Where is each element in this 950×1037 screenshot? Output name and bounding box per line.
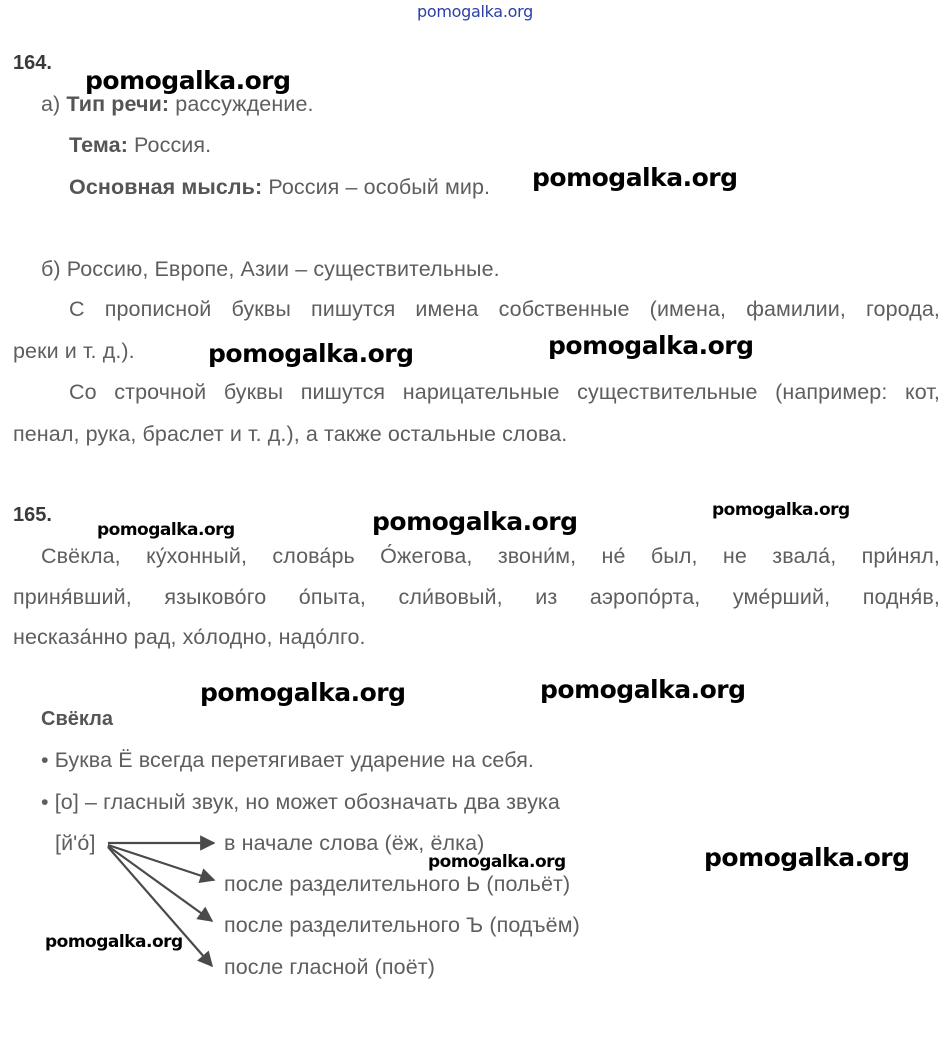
- exercise-number-165: 165.: [13, 504, 52, 526]
- stress-words-line-3: несказа́нно рад, хо́лодно, надо́лго.: [13, 625, 366, 649]
- stress-words-line-2: приня́вший, языково́го о́пыта, сли́вовый, из аэропо́рта, уме́рший, подня́в,: [13, 585, 940, 609]
- watermark-overlay: pomogalka.org: [540, 675, 746, 704]
- speech-type-value: рассуждение.: [169, 92, 314, 116]
- watermark-overlay: pomogalka.org: [45, 932, 183, 952]
- case-word-start: в начале слова (ёж, ёлка): [224, 831, 485, 855]
- theme-label: Тема:: [69, 133, 128, 157]
- item-b-line: б) Россию, Европе, Азии – существительные.: [41, 257, 500, 281]
- common-nouns-line-2: пенал, рука, браслет и т. д.), а также остальные слова.: [13, 422, 568, 446]
- watermark-overlay: pomogalka.org: [704, 843, 910, 872]
- site-watermark-top: pomogalka.org: [417, 2, 533, 21]
- speech-type-label: Тип речи:: [66, 92, 170, 116]
- subsection-title: Свёкла: [41, 708, 113, 730]
- arrow-to-case-3: [108, 846, 212, 921]
- watermark-overlay: pomogalka.org: [532, 163, 738, 192]
- watermark-overlay: pomogalka.org: [97, 520, 235, 540]
- main-idea-label: Основная мысль:: [69, 175, 263, 199]
- watermark-overlay: pomogalka.org: [200, 678, 406, 707]
- proper-nouns-line-1: С прописной буквы пишутся имена собственные (имена, фамилии, города,: [69, 297, 940, 321]
- item-a-prefix: а): [41, 92, 67, 116]
- case-after-soft-sign: после разделительного Ь (польёт): [224, 872, 571, 896]
- bullet-two-sounds: • [о] – гласный звук, но может обозначать два звука: [41, 790, 560, 814]
- sound-transcription: [й'о́]: [55, 831, 96, 855]
- case-after-hard-sign: после разделительного Ъ (подъём): [224, 913, 580, 937]
- proper-nouns-line-2: реки и т. д.).: [13, 339, 135, 363]
- common-nouns-line-1: Со строчной буквы пишутся нарицательные существительные (например: кот,: [69, 380, 940, 404]
- exercise-number-164: 164.: [13, 52, 52, 74]
- theme-value: Россия.: [127, 133, 212, 157]
- arrow-to-case-2: [108, 845, 214, 880]
- watermark-overlay: pomogalka.org: [208, 339, 414, 368]
- watermark-overlay: pomogalka.org: [428, 852, 566, 872]
- case-after-vowel: после гласной (поёт): [224, 955, 435, 979]
- bullet-yo-stress: • Буква Ё всегда перетягивает ударение на себя.: [41, 748, 535, 772]
- watermark-overlay: pomogalka.org: [85, 66, 291, 95]
- watermark-overlay: pomogalka.org: [372, 507, 578, 536]
- watermark-overlay: pomogalka.org: [712, 500, 850, 520]
- main-idea-value: Россия – особый мир.: [262, 175, 491, 199]
- stress-words-line-1: Свёкла, ку́хонный, слова́рь О́жегова, звони́м, не́ был, не звала́, при́нял,: [41, 544, 940, 568]
- watermark-overlay: pomogalka.org: [548, 331, 754, 360]
